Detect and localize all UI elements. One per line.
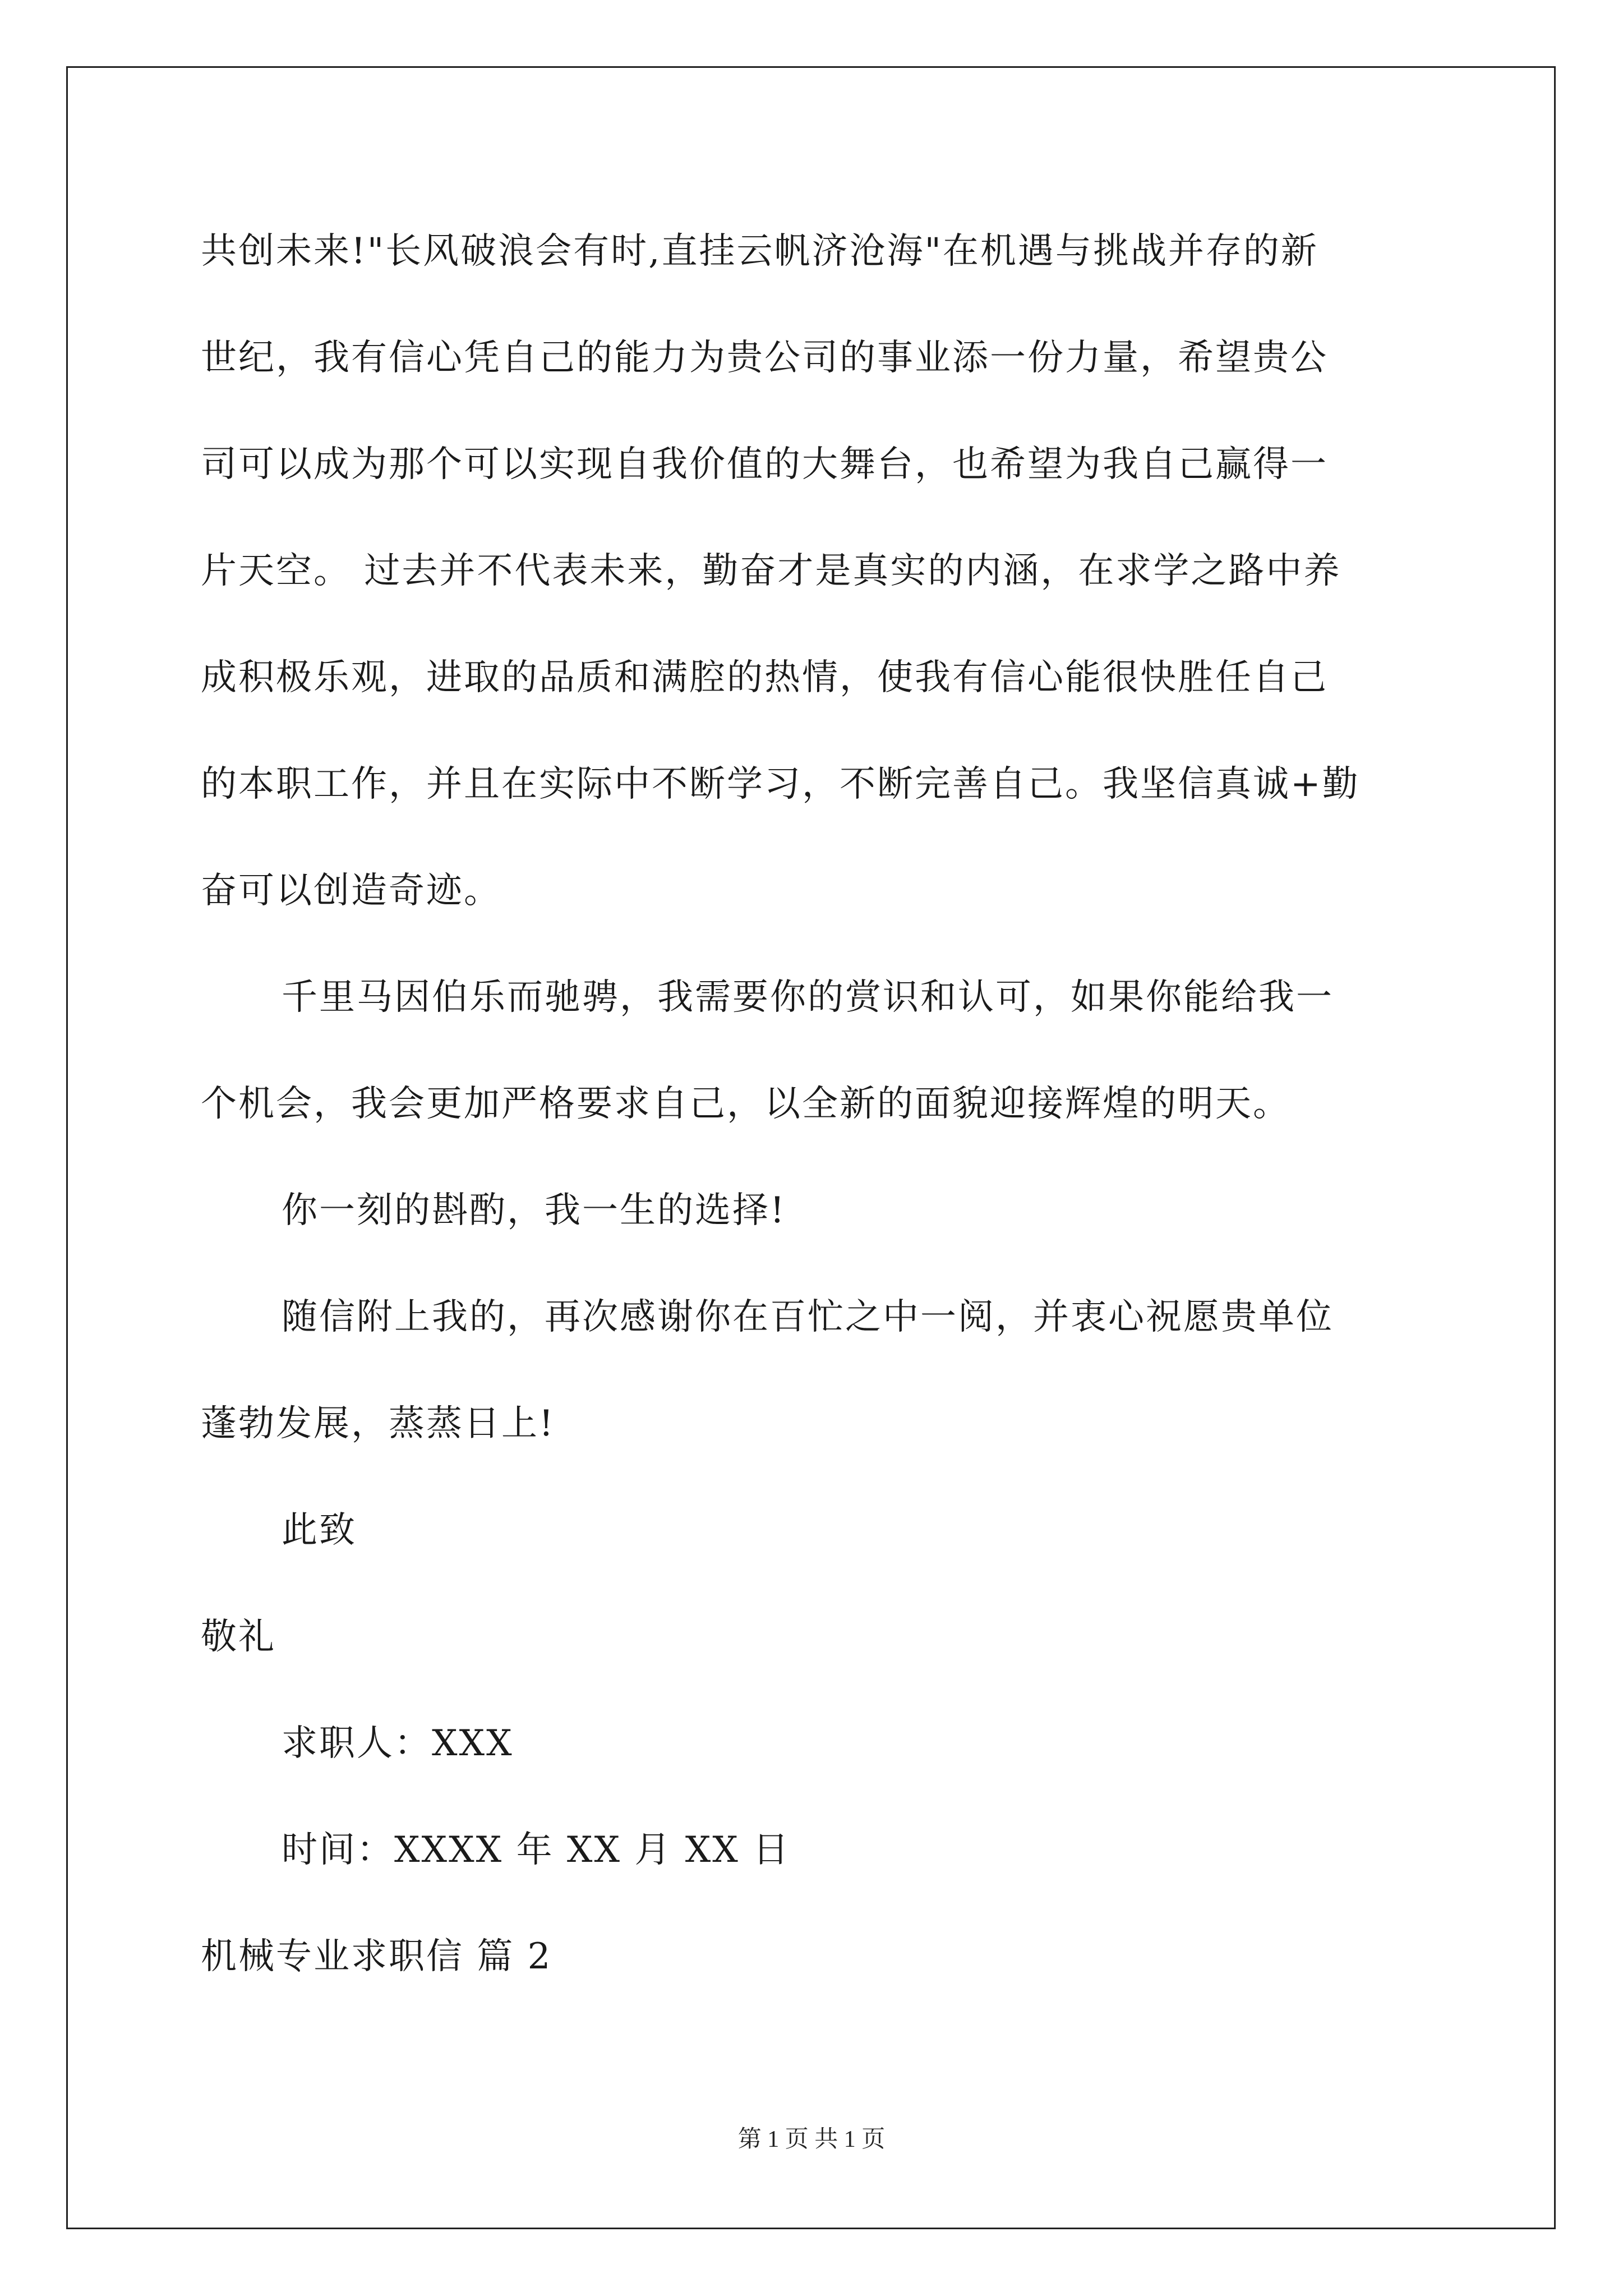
text-line: 你一刻的斟酌，我一生的选择!	[282, 1190, 786, 1231]
salute-line: 敬礼	[201, 1616, 276, 1658]
text-line: 世纪，我有信心凭自己的能力为贵公司的事业添一份力量，希望贵公	[201, 337, 1328, 379]
closing-line: 此致	[282, 1510, 357, 1551]
text-line: 千里马因伯乐而驰骋，我需要你的赏识和认可，如果你能给我一	[282, 977, 1334, 1018]
page-border	[66, 66, 1556, 2229]
section-heading: 机械专业求职信 篇 2	[201, 1936, 552, 1977]
date-line: 时间：XXXX 年 XX 月 XX 日	[282, 1829, 791, 1871]
applicant-line: 求职人：XXX	[282, 1723, 514, 1764]
page-footer: 第 1 页 共 1 页	[737, 2127, 886, 2152]
text-line: 的本职工作，并且在实际中不断学习，不断完善自己。我坚信真诚+勤	[201, 763, 1360, 805]
text-line: 司可以成为那个可以实现自我价值的大舞台，也希望为我自己赢得一	[201, 444, 1328, 485]
text-line: 个机会，我会更加严格要求自己，以全新的面貌迎接辉煌的明天。	[201, 1083, 1290, 1125]
text-line: 片天空。 过去并不代表未来，勤奋才是真实的内涵，在求学之路中养	[201, 550, 1341, 592]
text-line: 随信附上我的，再次感谢你在百忙之中一阅，并衷心祝愿贵单位	[282, 1296, 1334, 1338]
text-line: 奋可以创造奇迹。	[201, 870, 501, 912]
text-line: 共创未来!"长风破浪会有时,直挂云帆济沧海"在机遇与挑战并存的新	[201, 231, 1318, 272]
text-line: 蓬勃发展，蒸蒸日上!	[201, 1403, 555, 1444]
text-line: 成积极乐观，进取的品质和满腔的热情，使我有信心能很快胜任自己	[201, 657, 1328, 698]
